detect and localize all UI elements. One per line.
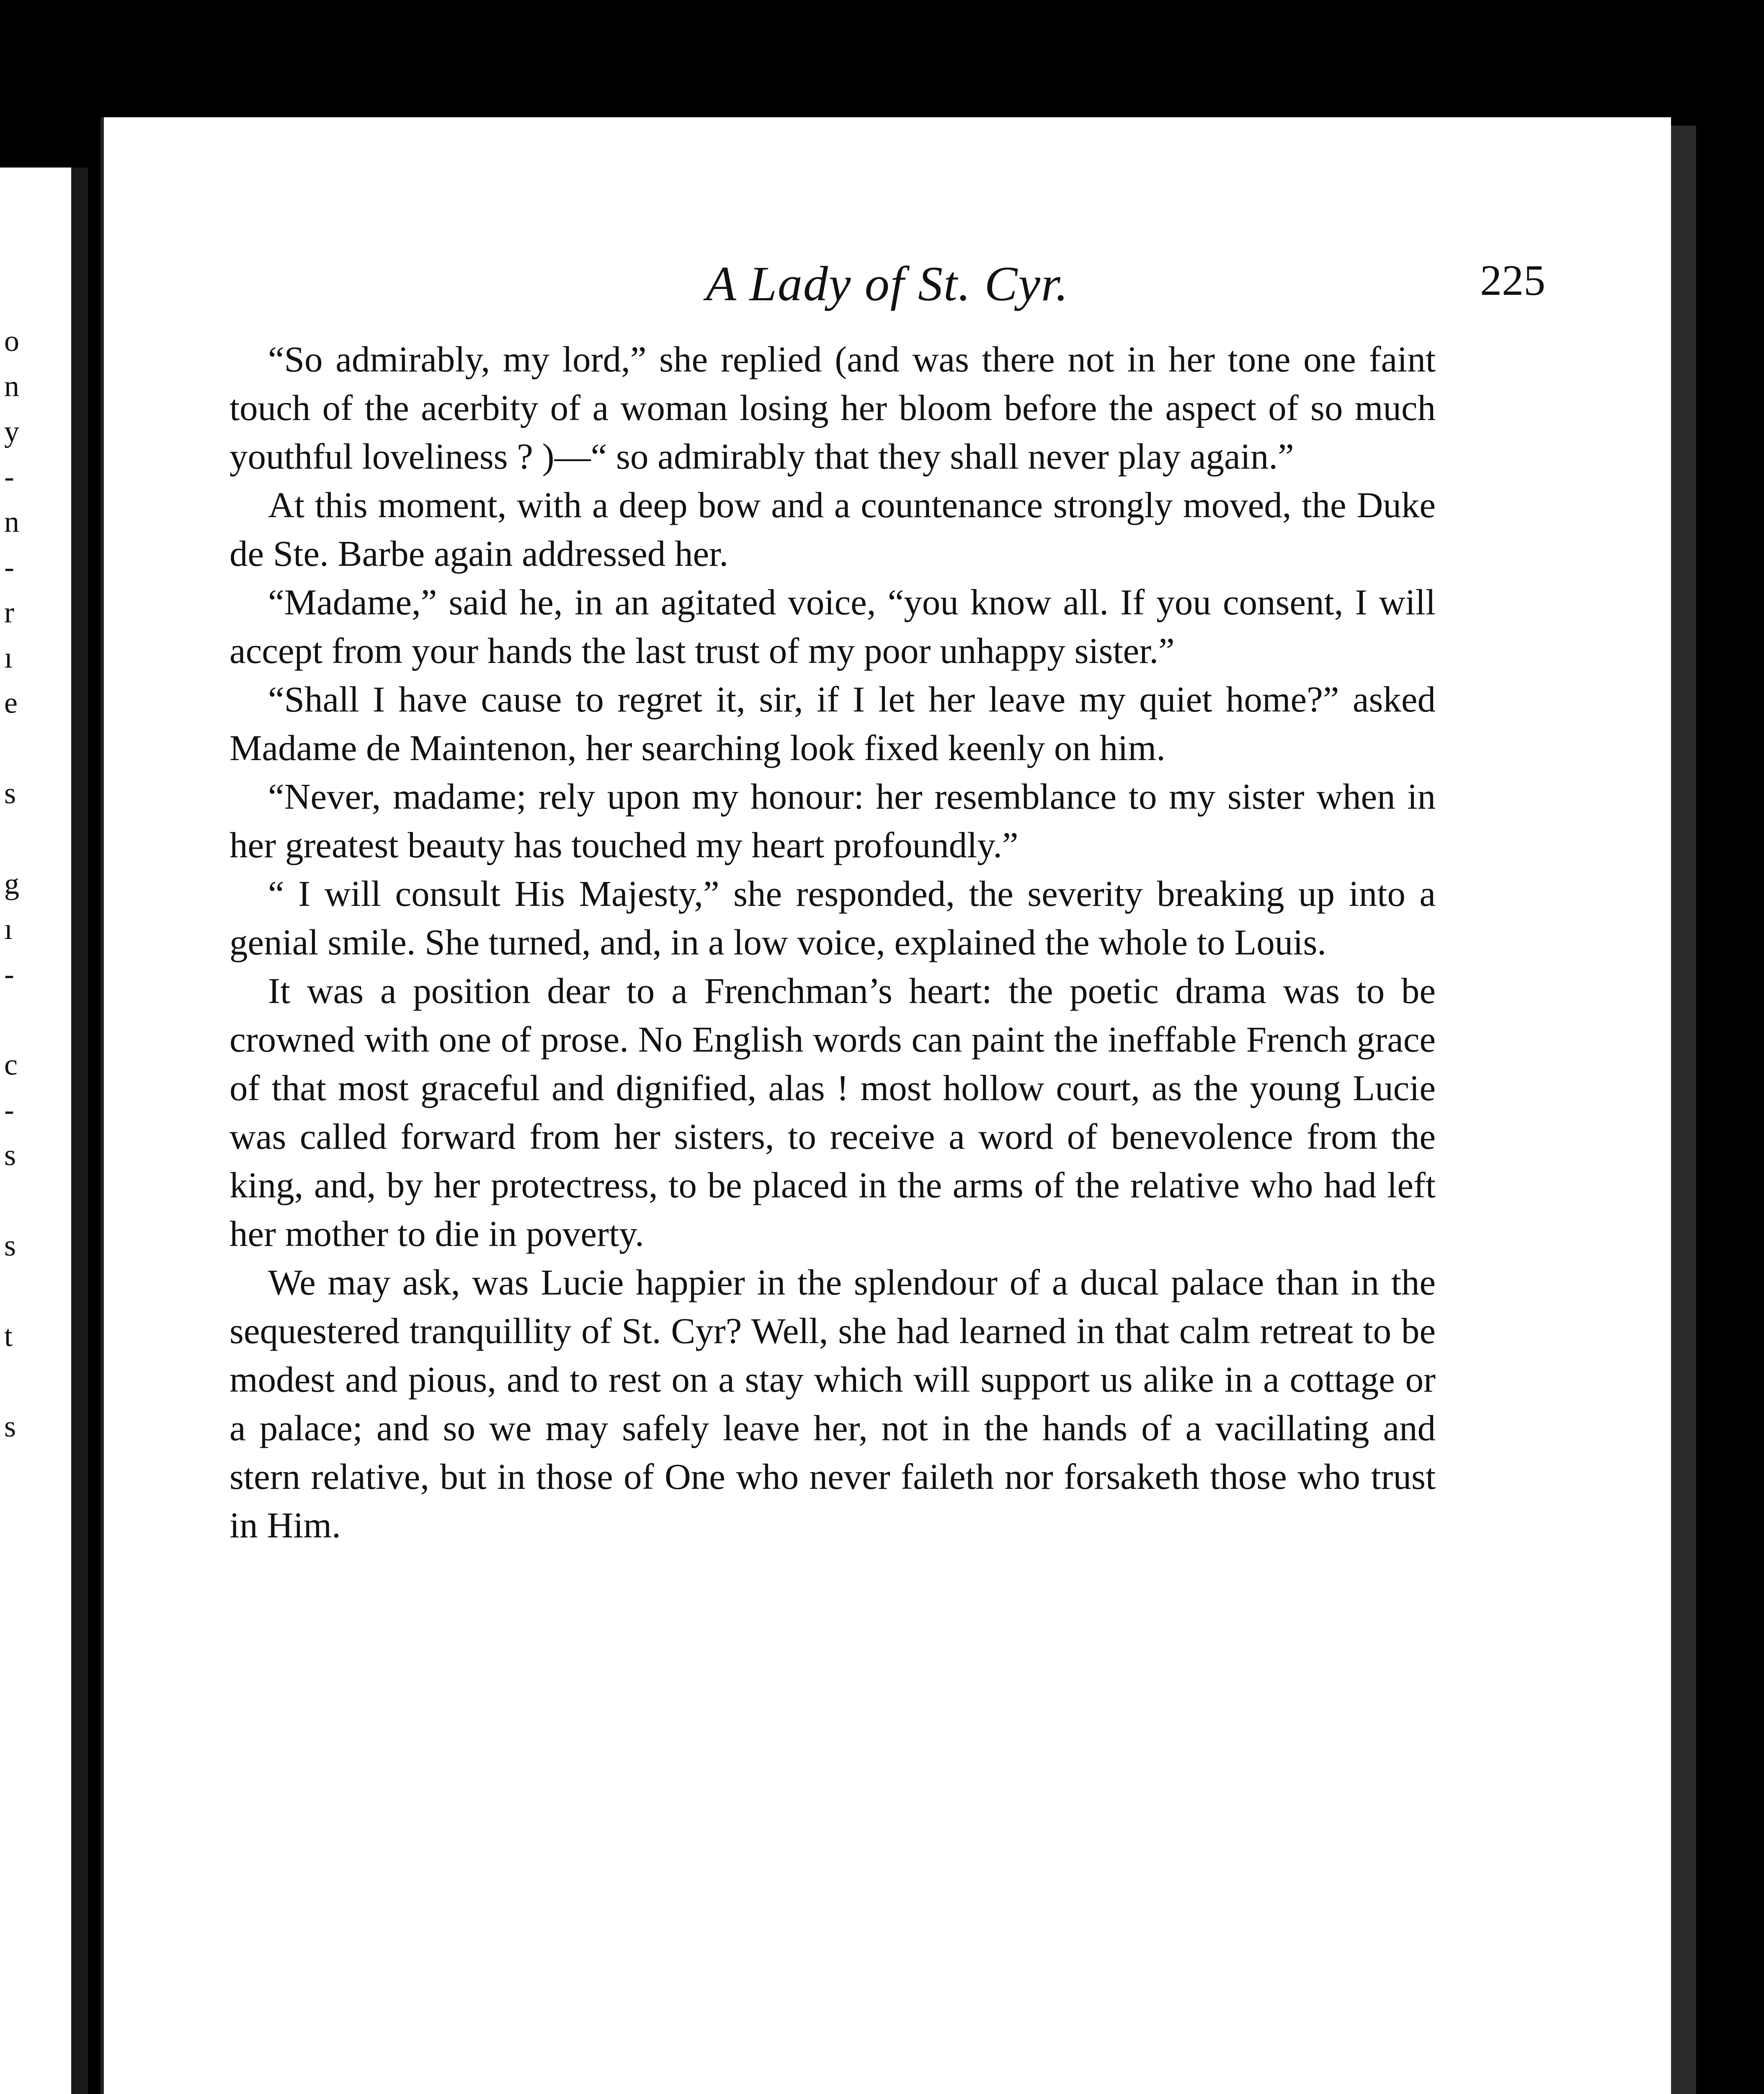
margin-letter — [0, 816, 25, 861]
margin-letter: ı — [4, 912, 13, 946]
margin-letter: g — [4, 867, 19, 900]
body-text — [230, 335, 1436, 1550]
paragraph: It was a position dear to a Frenchman’s heart: the poetic drama was to be crowned with one of prose. No English words can paint the ineffable French grace of that most graceful and dignified, alas ! most hollow court, as the young Lucie was called forward from her sisters, to receive a word of benevolence from the king, and, by her protectress, to be placed in the arms of the relative who had left her mother to die in poverty. — [230, 970, 1436, 1254]
margin-letter: ı — [4, 641, 13, 674]
margin-letter: n — [4, 505, 19, 539]
margin-letter: t — [4, 1319, 13, 1353]
margin-letter: s — [4, 1410, 16, 1443]
margin-letter: s — [4, 1138, 16, 1172]
paragraph: We may ask, was Lucie happier in the splendour of a ducal palace than in the sequestered tranquillity of St. Cyr? Well, she had learned in that calm retreat to be modest and pious, and to rest on a stay which will support us alike in a cottage or a palace; and so we may safely leave her, not in the hands of a vacillating and stern relative, but in those of One who never faileth nor forsaketh those who trust in Him. — [230, 1262, 1436, 1545]
margin-letter — [0, 1178, 25, 1223]
margin-letter: c — [4, 1048, 18, 1081]
page-number: 225 — [1480, 256, 1545, 304]
margin-letter: r — [4, 596, 14, 629]
margin-letter — [0, 997, 25, 1042]
margin-letter — [0, 1359, 25, 1404]
margin-letter: - — [4, 550, 14, 584]
paragraph: “ I will consult His Majesty,” she responded, the severity breaking up into a genial smile. She turned, and, in a low voice, explained the whole to Louis. — [230, 873, 1436, 962]
paragraph: “So admirably, my lord,” she replied (and was there not in her tone one faint touch of the acerbity of a woman losing her bloom before the aspect of so much youthful loveliness ? )—“ so admirably that they shall never play again.” — [230, 339, 1436, 477]
paragraph: “Shall I have cause to regret it, sir, if I let her leave my quiet home?” asked Madame de Maintenon, her searching look fixed keenly on him. — [230, 679, 1436, 768]
running-title: A Lady of St. Cyr. — [706, 256, 1069, 311]
margin-letter: - — [4, 1093, 14, 1127]
book-page — [101, 117, 1671, 2094]
page-edge-shadow — [1671, 126, 1696, 2094]
margin-letter: - — [4, 460, 14, 493]
margin-letter: s — [4, 1229, 16, 1262]
margin-letter — [0, 1268, 25, 1313]
margin-letter: y — [4, 415, 19, 448]
margin-letter: o — [4, 324, 19, 358]
margin-letter — [0, 725, 25, 771]
margin-letter: - — [4, 957, 14, 991]
paragraph: At this moment, with a deep bow and a countenance strongly moved, the Duke de Ste. Barbe again addressed her. — [230, 485, 1436, 574]
paragraph: “Never, madame; rely upon my honour: her resemblance to my sister when in her greatest beauty has touched my heart profoundly.” — [230, 776, 1436, 865]
margin-letter: n — [4, 369, 19, 403]
margin-letter: s — [4, 776, 16, 810]
facing-page-margin-letters — [0, 318, 25, 1449]
margin-letter: e — [4, 686, 18, 719]
page-header — [230, 255, 1545, 322]
paragraph: “Madame,” said he, in an agitated voice, “you know all. If you consent, I will accept from your hands the last trust of my poor unhappy sister.” — [230, 582, 1436, 671]
